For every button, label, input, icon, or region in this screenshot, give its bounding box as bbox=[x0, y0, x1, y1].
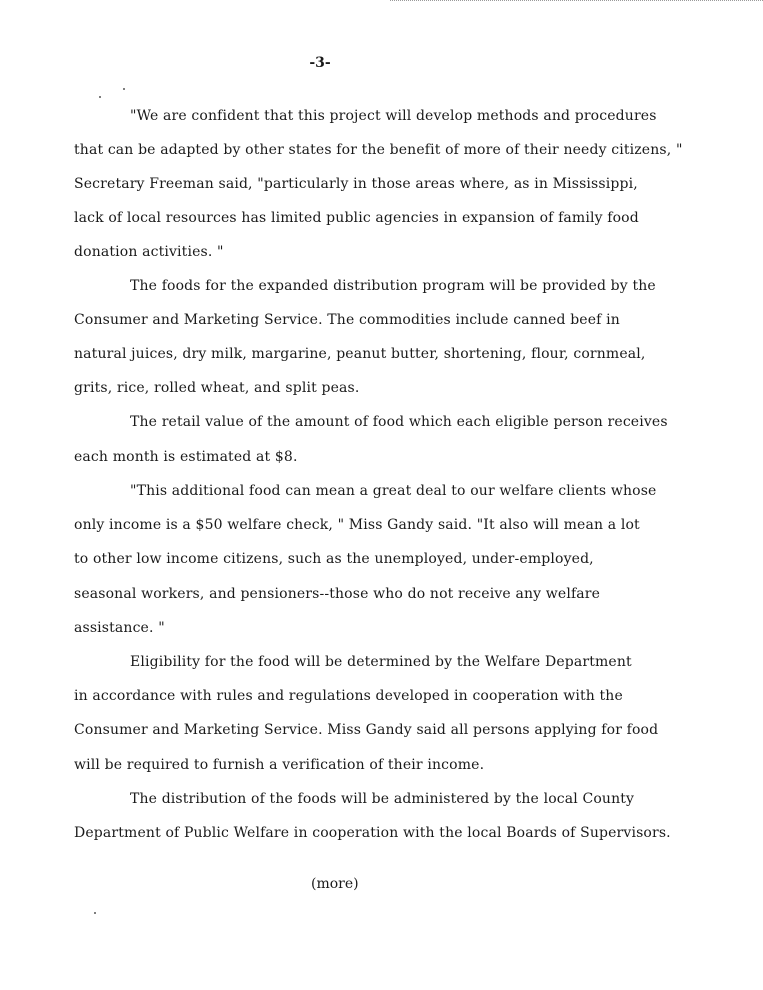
scan-speck bbox=[94, 912, 96, 914]
text-line: assistance. " bbox=[74, 620, 165, 636]
text-line: natural juices, dry milk, margarine, peanut butter, shortening, flour, cornmeal, bbox=[74, 346, 646, 362]
text-line: "We are confident that this project will develop methods and procedures bbox=[130, 108, 657, 124]
text-line: The retail value of the amount of food which each eligible person receives bbox=[130, 414, 668, 430]
text-line: donation activities. " bbox=[74, 244, 224, 260]
text-line: to other low income citizens, such as the unemployed, under-employed, bbox=[74, 551, 594, 567]
text-line: Consumer and Marketing Service. The commodities include canned beef in bbox=[74, 312, 620, 328]
text-line: The foods for the expanded distribution program will be provided by the bbox=[130, 278, 656, 294]
text-line: seasonal workers, and pensioners--those who do not receive any welfare bbox=[74, 586, 601, 602]
page-number: -3- bbox=[309, 55, 331, 71]
text-line: in accordance with rules and regulations developed in cooperation with the bbox=[74, 688, 623, 704]
text-line: Eligibility for the food will be determined by the Welfare Department bbox=[130, 654, 632, 670]
text-line: each month is estimated at $8. bbox=[74, 449, 298, 465]
text-line: only income is a $50 welfare check, " Miss Gandy said. "It also will mean a lot bbox=[74, 517, 640, 533]
text-line: Department of Public Welfare in cooperation with the local Boards of Supervisors. bbox=[74, 825, 671, 841]
text-line: will be required to furnish a verification of their income. bbox=[74, 757, 485, 773]
text-line: grits, rice, rolled wheat, and split peas. bbox=[74, 380, 360, 396]
scan-speck bbox=[99, 96, 101, 98]
scan-speck bbox=[123, 88, 125, 90]
text-line: Consumer and Marketing Service. Miss Gandy said all persons applying for food bbox=[74, 722, 659, 738]
text-line: lack of local resources has limited public agencies in expansion of family food bbox=[74, 210, 639, 226]
text-line: Secretary Freeman said, "particularly in those areas where, as in Mississippi, bbox=[74, 176, 638, 192]
text-line: "This additional food can mean a great deal to our welfare clients whose bbox=[130, 483, 657, 499]
text-line: The distribution of the foods will be administered by the local County bbox=[130, 791, 635, 807]
text-line: that can be adapted by other states for the benefit of more of their needy citizens, " bbox=[74, 142, 683, 158]
top-edge-dots bbox=[390, 0, 763, 5]
continuation-marker: (more) bbox=[311, 876, 359, 892]
